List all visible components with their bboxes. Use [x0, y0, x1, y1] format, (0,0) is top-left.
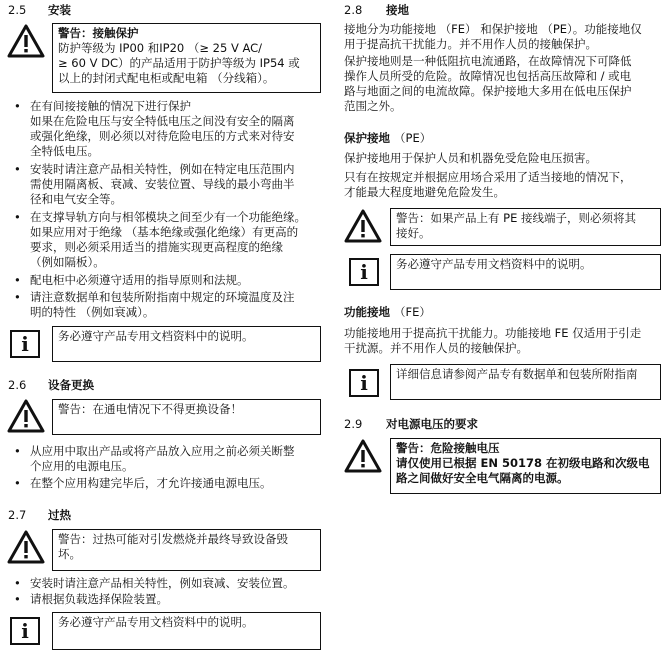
- info-box-2: 务必遵守产品专用文档资料中的说明。: [52, 612, 321, 650]
- warning-icon: [7, 399, 45, 433]
- paragraph-grounding-types: 接地分为功能接地 （FE） 和保护接地 （PE）。功能接地仅 用于提高抗干扰能力。并不用作人员的接触保护。: [344, 22, 642, 51]
- bullet-install-features: • 安装时请注意产品相关特性，例如在特定电压范围内 需使用隔离板、衰减、安装位置、导线的最小弯曲半 径和电气安全等。: [8, 162, 330, 207]
- warning-box-overheating: 警告：过热可能对引发燃烧并最终导致设备毁 坏。: [52, 529, 321, 571]
- bullet-insulation: • 在支撑导轨方向与相邻模块之间至少有一个功能绝缘。 如果应用对于绝缘 （基本绝缘或强化绝缘）有更高的 要求，则必须采用适当的措施实现更高程度的绝缘 （例如隔板）。: [8, 210, 330, 270]
- paragraph-pe-condition: 只有在按规定并根据应用场合采用了适当接地的情况下， 才能最大程度地避免危险发生。: [344, 170, 632, 199]
- warning-box-contact-protection: 警告：接触保护 防护等级为 IP00 和IP20 （≥ 25 V AC/ ≥ 60 V DC）的产品适用于防护等级为 IP54 或 以上的封闭式配电柜或配电箱 （分线箱）。: [52, 23, 321, 93]
- info-icon: i: [349, 258, 379, 286]
- warning-icon: [344, 209, 382, 243]
- subheading-functional-earth: 功能接地 （FE）: [344, 305, 431, 319]
- bullet-switch-on-after-build: • 在整个应用构建完毕后，才允许接通电源电压。: [8, 476, 330, 491]
- bullet-fuse-selection: • 请根据负载选择保险装置。: [8, 592, 330, 607]
- bullet-ambient-temperature: • 请注意数据单和包装所附指南中规定的环境温度及注 明的特性 （例如衰减）。: [8, 290, 330, 320]
- info-box-4: 详细信息请参阅产品专有数据单和包装所附指南: [390, 364, 661, 400]
- bullet-regulations: • 配电柜中必须遵守适用的指导原则和法规。: [8, 273, 330, 288]
- info-box-3: 务必遵守产品专用文档资料中的说明。: [390, 254, 661, 290]
- warning-icon: [7, 530, 45, 564]
- info-icon: i: [10, 330, 40, 358]
- bullet-indirect-contact: • 在有间接接触的情况下进行保护 如果在危险电压与安全特低电压之间没有安全的隔离 或强化绝缘，则必须以对待危险电压的方式来对待安 全特低电压。: [8, 99, 330, 159]
- info-icon: i: [349, 369, 379, 397]
- warning-box-pe-terminal: 警告：如果产品上有 PE 接线端子，则必须将其 接好。: [390, 208, 661, 246]
- warning-box-supply-voltage: 警告：危险接触电压 请仅使用已根据 EN 50178 在初级电路和次级电 路之间做好安全电气隔离的电源。: [390, 438, 661, 494]
- info-icon: i: [10, 617, 40, 645]
- warning-icon: [7, 24, 45, 58]
- bullet-disconnect-power: • 从应用中取出产品或将产品放入应用之前必须关断整 个应用的电源电压。: [8, 444, 330, 474]
- paragraph-pe-purpose: 保护接地用于保护人员和机器免受危险电压损害。: [344, 151, 597, 165]
- paragraph-fe-purpose: 功能接地用于提高抗干扰能力。功能接地 FE 仅适用于引走 干扰源。并不用作人员的接触保护。: [344, 326, 642, 355]
- warning-icon: [344, 439, 382, 473]
- subheading-protective-earth: 保护接地 （PE）: [344, 131, 432, 145]
- bullet-install-attenuation: • 安装时请注意产品相关特性，例如衰减、安装位置。: [8, 576, 330, 591]
- warning-box-device-replacement: 警告：在通电情况下不得更换设备！: [52, 399, 321, 435]
- paragraph-protective-earth-intro: 保护接地则是一种低阻抗电流通路，在故障情况下可降低 操作人员所受的危险。故障情况也包括高压故障和 / 或电 路与地面之间的电流故障。保护接地大多用在低电压保护 范围之外。: [344, 54, 632, 113]
- info-box-1: 务必遵守产品专用文档资料中的说明。: [52, 326, 321, 362]
